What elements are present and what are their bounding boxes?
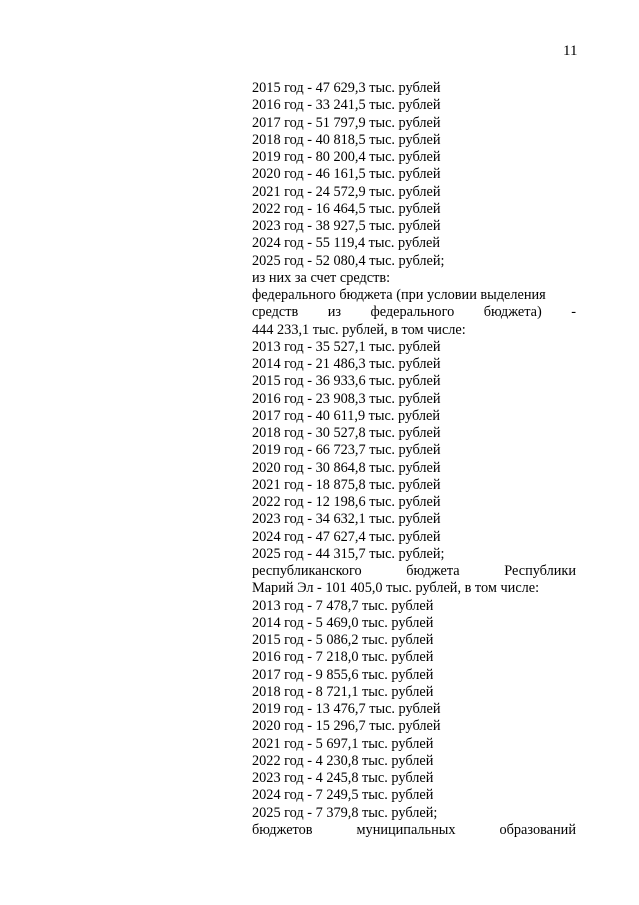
year-line: 2016 год - 7 218,0 тыс. рублей (252, 649, 434, 666)
word: бюджета (406, 563, 460, 579)
year-line: 2019 год - 66 723,7 тыс. рублей (252, 442, 441, 459)
municipal-section (252, 822, 576, 839)
year-line: 2023 год - 4 245,8 тыс. рублей (252, 770, 434, 786)
republic-years-list (252, 598, 576, 822)
year-line: 2015 год - 36 933,6 тыс. рублей (252, 373, 441, 390)
municipal-line-1 (252, 822, 576, 839)
word: муниципальных (356, 821, 456, 838)
year-line: 2013 год - 7 478,7 тыс. рублей (252, 597, 434, 614)
federal-line-1 (252, 287, 576, 304)
year-line: 2025 год - 44 315,7 тыс. рублей; (252, 545, 445, 562)
year-line: 2015 год - 47 629,3 тыс. рублей (252, 80, 441, 96)
year-line: 2025 год - 7 379,8 тыс. рублей; (252, 804, 438, 821)
year-line: 2022 год - 12 198,6 тыс. рублей (252, 494, 441, 510)
from-them-line: из них за счет средств: (252, 269, 391, 286)
federal-line-1-text: федерального бюджета (при условии выделения (252, 287, 546, 303)
page-number: 11 (563, 43, 578, 59)
year-line: 2022 год - 4 230,8 тыс. рублей (252, 752, 434, 769)
year-line: 2014 год - 21 486,3 тыс. рублей (252, 356, 441, 372)
year-line: 2024 год - 7 249,5 тыс. рублей (252, 787, 434, 804)
year-line: 2022 год - 16 464,5 тыс. рублей (252, 200, 441, 217)
year-line: 2020 год - 46 161,5 тыс. рублей (252, 166, 441, 183)
year-line: 2018 год - 40 818,5 тыс. рублей (252, 131, 441, 148)
word: бюджетов (252, 821, 313, 838)
word: федерального (370, 304, 455, 321)
year-line: 2023 год - 34 632,1 тыс. рублей (252, 511, 441, 528)
year-line: 2016 год - 33 241,5 тыс. рублей (252, 97, 441, 114)
year-line: 2013 год - 35 527,1 тыс. рублей (252, 338, 441, 355)
federal-years-list (252, 339, 576, 563)
word: Республики (504, 563, 576, 579)
word: из (327, 304, 342, 321)
year-line: 2017 год - 9 855,6 тыс. рублей (252, 666, 434, 683)
year-line: 2016 год - 23 908,3 тыс. рублей (252, 390, 441, 407)
word: - (571, 304, 576, 321)
word: средств (252, 304, 299, 321)
republic-line-1 (252, 563, 576, 580)
year-line: 2021 год - 5 697,1 тыс. рублей (252, 735, 434, 752)
federal-total-line: 444 233,1 тыс. рублей, в том числе: (252, 321, 466, 338)
year-line: 2025 год - 52 080,4 тыс. рублей; (252, 252, 445, 269)
federal-line-2 (252, 304, 576, 321)
year-line: 2014 год - 5 469,0 тыс. рублей (252, 614, 434, 631)
year-line: 2021 год - 18 875,8 тыс. рублей (252, 476, 441, 493)
year-line: 2015 год - 5 086,2 тыс. рублей (252, 632, 434, 648)
year-line: 2018 год - 30 527,8 тыс. рублей (252, 425, 441, 441)
block1-list (252, 80, 576, 270)
year-line: 2020 год - 30 864,8 тыс. рублей (252, 459, 441, 476)
year-line: 2023 год - 38 927,5 тыс. рублей (252, 218, 441, 234)
republic-total-line: Марий Эл - 101 405,0 тыс. рублей, в том числе: (252, 580, 540, 597)
year-line: 2019 год - 80 200,4 тыс. рублей (252, 149, 441, 165)
word: образований (499, 821, 576, 838)
year-line: 2017 год - 51 797,9 тыс. рублей (252, 114, 441, 131)
year-line: 2018 год - 8 721,1 тыс. рублей (252, 683, 434, 700)
republic-section (252, 563, 576, 822)
year-line: 2021 год - 24 572,9 тыс. рублей (252, 183, 441, 200)
word: бюджета) (483, 304, 542, 321)
year-line: 2020 год - 15 296,7 тыс. рублей (252, 718, 441, 735)
word: республиканского (252, 563, 362, 579)
year-line: 2024 год - 47 627,4 тыс. рублей (252, 528, 441, 545)
year-line: 2024 год - 55 119,4 тыс. рублей (252, 235, 440, 252)
year-line: 2019 год - 13 476,7 тыс. рублей (252, 701, 441, 717)
federal-section (252, 287, 576, 563)
document-body (252, 80, 576, 839)
year-line: 2017 год - 40 611,9 тыс. рублей (252, 407, 440, 424)
